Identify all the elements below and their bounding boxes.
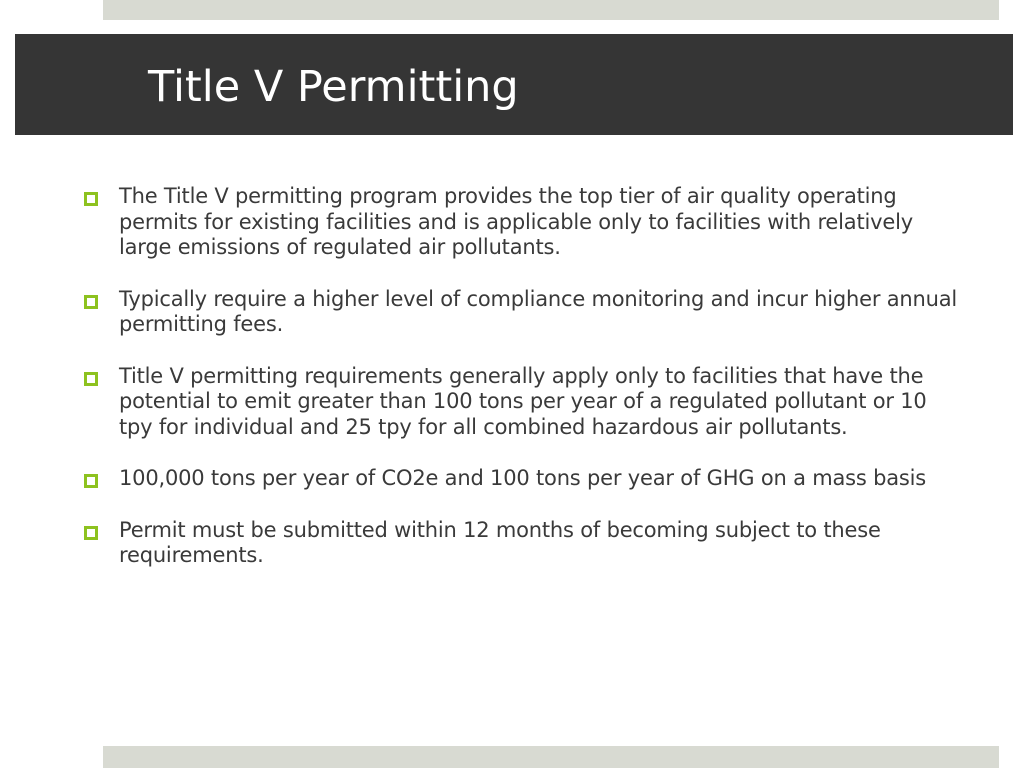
bullet-item [84, 184, 964, 261]
bullet-item [84, 287, 964, 338]
bullet-item [84, 518, 964, 569]
square-bullet-icon [84, 474, 98, 488]
bullet-text: 100,000 tons per year of CO2e and 100 tons per year of GHG on a mass basis [119, 466, 927, 490]
top-decor-strip [103, 0, 999, 20]
bullet-text: The Title V permitting program provides the top tier of air quality operating permits for existing facilities and is applicable only to facilities with relatively large emissions of regulated air pollutants. [119, 184, 913, 259]
square-bullet-icon [84, 526, 98, 540]
bullet-item [84, 466, 964, 492]
bottom-decor-strip [103, 746, 999, 768]
bullet-text: Typically require a higher level of compliance monitoring and incur higher annual permitting fees. [119, 286, 958, 336]
square-bullet-icon [84, 192, 98, 206]
slide-title: Title V Permitting [148, 62, 519, 112]
square-bullet-icon [84, 295, 98, 309]
bullet-text: Permit must be submitted within 12 months of becoming subject to these requirements. [119, 517, 881, 567]
bullet-item [84, 364, 964, 441]
bullet-list [84, 184, 964, 595]
bullet-text: Title V permitting requirements generally apply only to facilities that have the potential to emit greater than 100 tons per year of a regulated pollutant or 10 tpy for individual and 25 tpy for all combined hazardous air pollutants. [119, 363, 927, 439]
square-bullet-icon [84, 372, 98, 386]
